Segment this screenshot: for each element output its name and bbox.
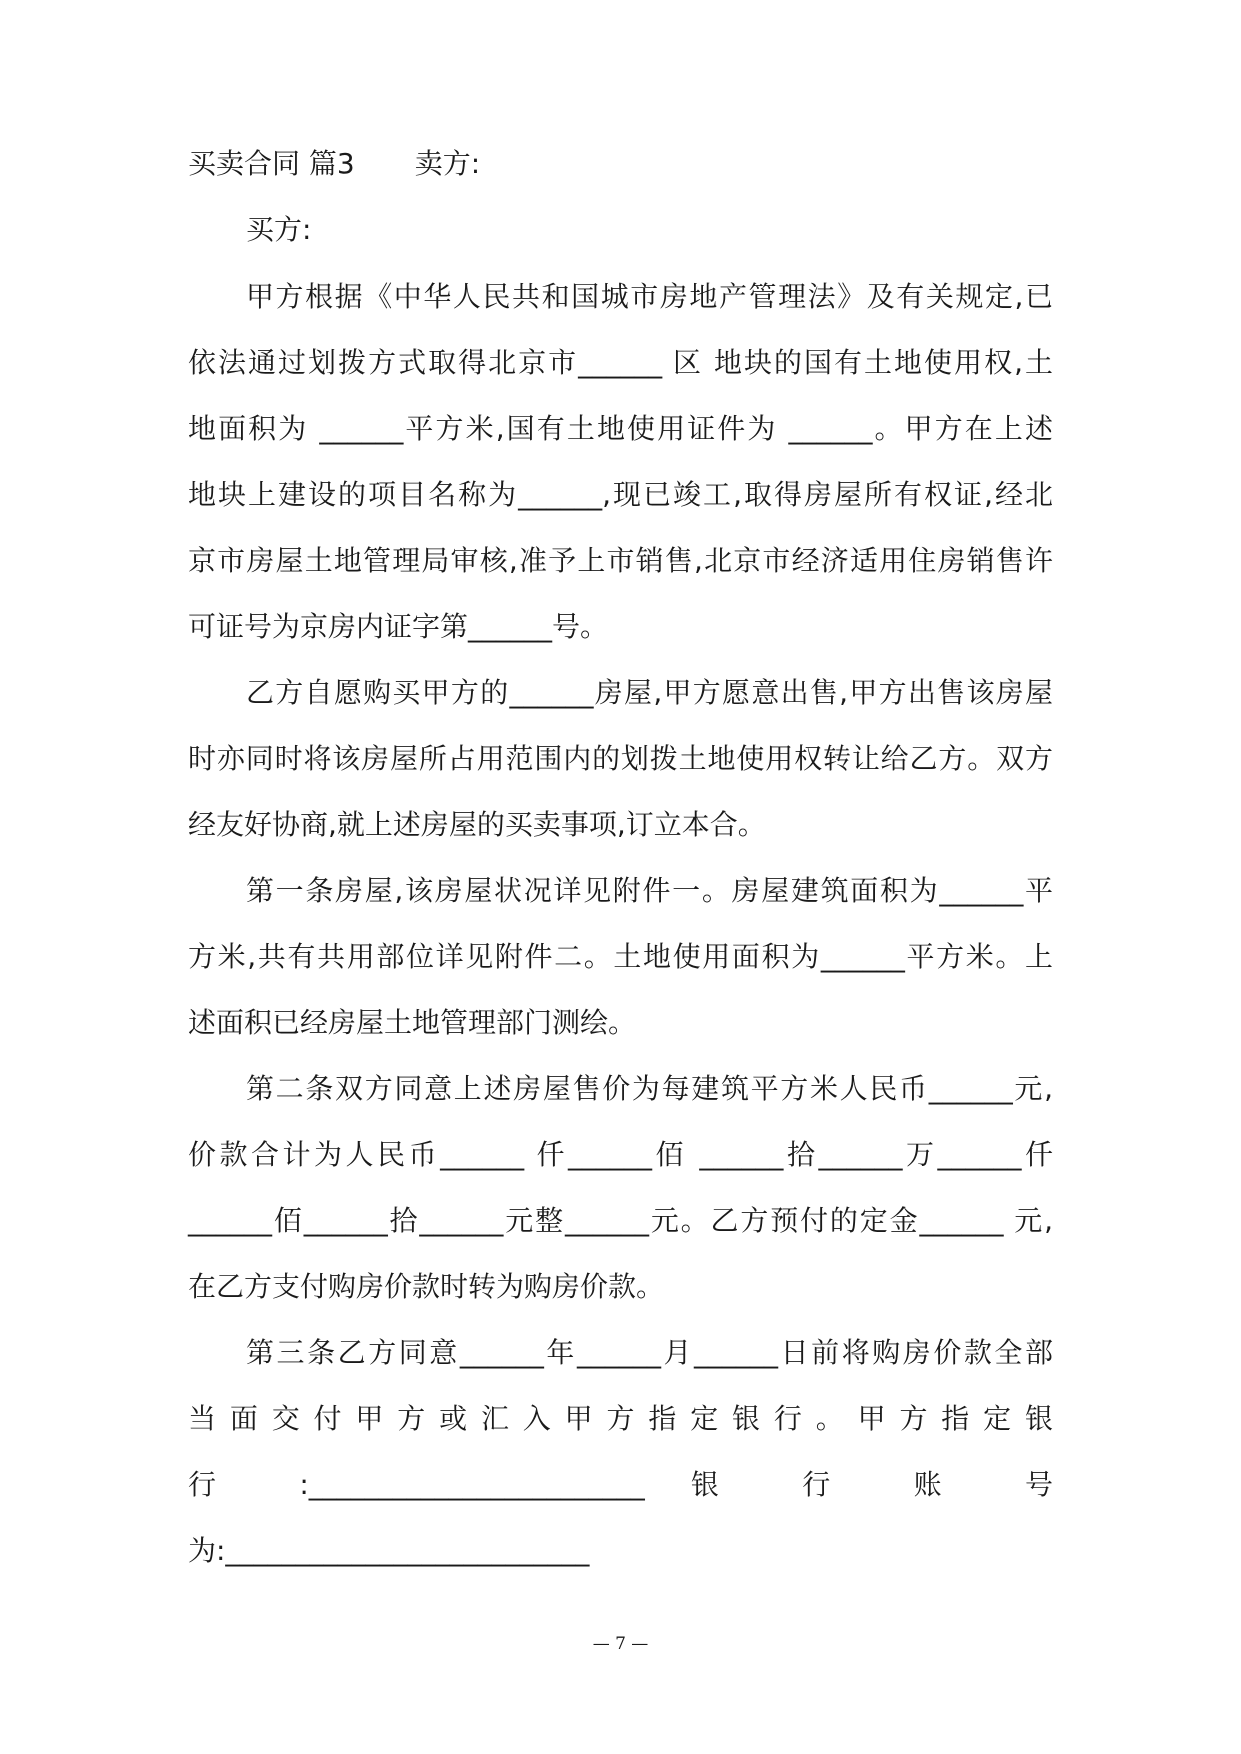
paragraph-line: 第二条双方同意上述房屋售价为每建筑平方米人民币______元,	[246, 1072, 1053, 1105]
seller-label: 卖方:	[414, 147, 481, 180]
page-number: — 7 —	[592, 1634, 649, 1654]
paragraph-line: 方米,共有共用部位详见附件二。土地使用面积为______平方米。上	[188, 940, 1053, 973]
paragraph-line: 可证号为京房内证字第______号。	[188, 610, 609, 643]
paragraph-line: 经友好协商,就上述房屋的买卖事项,订立本合。	[188, 808, 766, 841]
buyer-label: 买方:	[246, 213, 312, 246]
paragraph-line: 时亦同时将该房屋所占用范围内的划拨土地使用权转让给乙方。双方	[188, 742, 1053, 775]
document-heading	[188, 144, 1053, 184]
paragraph-line: 当面交付甲方或汇入甲方指定银行。甲方指定银	[188, 1402, 1053, 1435]
paragraph-line: ______佰______拾______元整______元。乙方预付的定金______ 元,	[188, 1204, 1053, 1237]
paragraph-line: 地面积为 ______平方米,国有土地使用证件为 ______。甲方在上述	[188, 412, 1053, 445]
paragraph-line: 第三条乙方同意______年______月______日前将购房价款全部	[246, 1336, 1053, 1369]
paragraph-line: 在乙方支付购房价款时转为购房价款。	[188, 1270, 665, 1303]
contract-title: 买卖合同 篇3	[188, 147, 355, 180]
paragraph-line: 甲方根据《中华人民共和国城市房地产管理法》及有关规定,已	[246, 280, 1053, 313]
paragraph-line: 依法通过划拨方式取得北京市______ 区 地块的国有土地使用权,土	[188, 346, 1053, 379]
paragraph-line: 行 :________________________ 银 行 账 号	[188, 1468, 1053, 1501]
paragraph-line: 乙方自愿购买甲方的______房屋,甲方愿意出售,甲方出售该房屋	[246, 676, 1053, 709]
paragraph-line: 第一条房屋,该房屋状况详见附件一。房屋建筑面积为______平	[246, 874, 1053, 907]
paragraph-line: 价款合计为人民币______ 仟______佰 ______拾______万______仟	[188, 1138, 1053, 1171]
paragraph-line: 京市房屋土地管理局审核,准予上市销售,北京市经济适用住房销售许	[188, 544, 1053, 577]
paragraph-line: 为:__________________________	[188, 1534, 590, 1567]
paragraph-line: 地块上建设的项目名称为______,现已竣工,取得房屋所有权证,经北	[188, 478, 1053, 511]
paragraph-line: 述面积已经房屋土地管理部门测绘。	[188, 1006, 637, 1039]
